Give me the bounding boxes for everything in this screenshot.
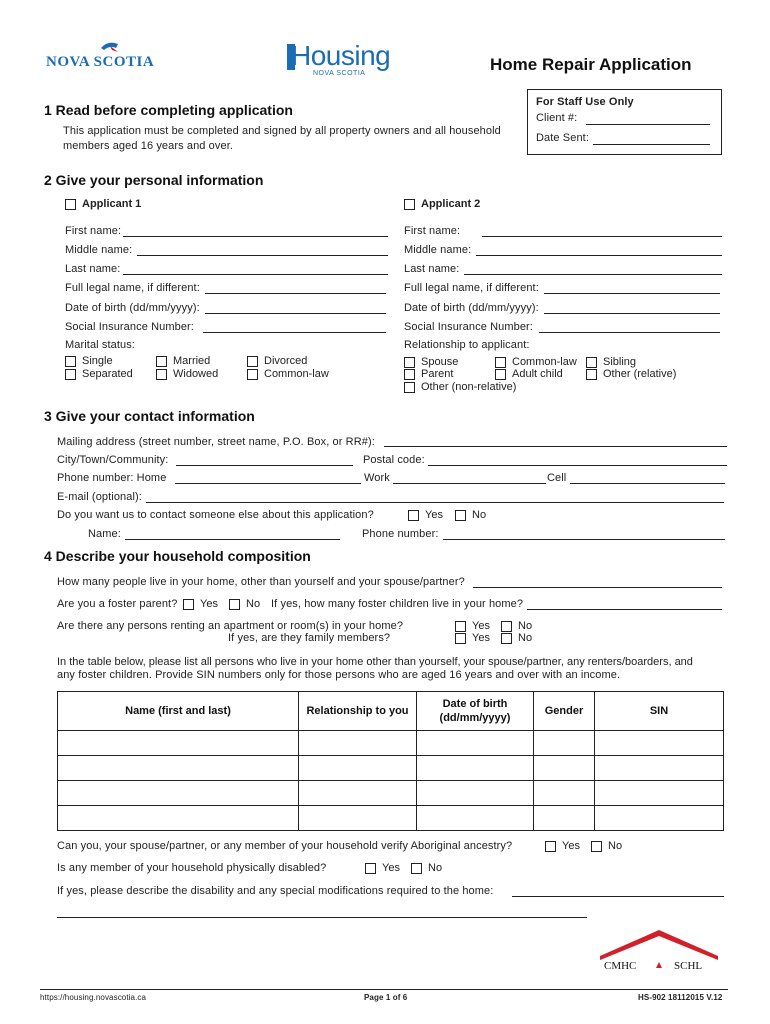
a2-legal-name-label: Full legal name, if different: — [404, 282, 539, 294]
contact-phone-label: Phone number: — [362, 528, 439, 540]
rel-spouse-label: Spouse — [421, 356, 459, 368]
rel-adult-child-label: Adult child — [512, 368, 563, 380]
phone-cell-field[interactable] — [570, 483, 725, 484]
staff-date-sent-field[interactable] — [593, 144, 710, 145]
marital-separated-checkbox[interactable] — [65, 369, 76, 380]
a1-legal-name-field[interactable] — [205, 293, 386, 294]
table-intro-line2: any foster children. Provide SIN numbers only for those persons who are aged 16 years and over with an income. — [57, 669, 621, 681]
staff-date-sent-label: Date Sent: — [536, 132, 589, 144]
disabled-yes-label: Yes — [382, 862, 400, 874]
phone-work-field[interactable] — [393, 483, 546, 484]
section1-text-line1: This application must be completed and signed by all property owners and all household — [63, 125, 501, 137]
a2-middle-name-field[interactable] — [476, 255, 722, 256]
marital-common-law-label: Common-law — [264, 368, 329, 380]
marital-single-checkbox[interactable] — [65, 356, 76, 367]
family-no-label: No — [518, 632, 533, 644]
section1-text-line2: members aged 16 years and over. — [63, 140, 234, 152]
a1-first-name-field[interactable] — [123, 236, 388, 237]
marital-status-label: Marital status: — [65, 339, 135, 351]
rel-sibling-checkbox[interactable] — [586, 357, 597, 368]
postal-code-label: Postal code: — [363, 454, 425, 466]
a2-sin-field[interactable] — [539, 332, 720, 333]
renting-label: Are there any persons renting an apartment or room(s) in your home? — [57, 620, 404, 632]
foster-children-field[interactable] — [527, 609, 722, 610]
disabled-label: Is any member of your household physically disabled? — [57, 862, 327, 874]
staff-client-field[interactable] — [586, 124, 710, 125]
rel-common-law-label: Common-law — [512, 356, 577, 368]
mailing-address-field[interactable] — [384, 446, 727, 447]
rel-other-non-relative-checkbox[interactable] — [404, 382, 415, 393]
a1-last-name-label: Last name: — [65, 263, 121, 275]
rel-other-relative-label: Other (relative) — [603, 368, 677, 380]
a2-first-name-label: First name: — [404, 225, 461, 237]
a1-middle-name-field[interactable] — [137, 255, 388, 256]
a1-dob-label: Date of birth (dd/mm/yyyy): — [65, 302, 200, 314]
marital-divorced-checkbox[interactable] — [247, 356, 258, 367]
rel-parent-checkbox[interactable] — [404, 369, 415, 380]
renting-no-checkbox[interactable] — [501, 621, 512, 632]
a2-last-name-label: Last name: — [404, 263, 460, 275]
section2-heading: 2 Give your personal information — [44, 172, 264, 188]
col-name-header: Name (first and last) — [58, 692, 299, 731]
footer-url[interactable]: https://housing.novascotia.ca — [40, 993, 147, 1002]
a1-sin-label: Social Insurance Number: — [65, 321, 194, 333]
a2-dob-label: Date of birth (dd/mm/yyyy): — [404, 302, 539, 314]
email-field[interactable] — [146, 502, 724, 503]
section1-heading: 1 Read before completing application — [44, 102, 293, 118]
aboriginal-label: Can you, your spouse/partner, or any member of your household verify Aboriginal ancestry? — [57, 840, 513, 852]
nova-scotia-logo-text: NOVA SCOTIA — [46, 54, 155, 70]
marital-common-law-checkbox[interactable] — [247, 369, 258, 380]
staff-client-label: Client #: — [536, 112, 578, 124]
contact-other-yes-checkbox[interactable] — [408, 510, 419, 521]
cmhc-text: CMHC — [604, 960, 637, 972]
aboriginal-no-checkbox[interactable] — [591, 841, 602, 852]
phone-cell-label: Cell — [547, 472, 567, 484]
aboriginal-no-label: No — [608, 840, 623, 852]
section3-heading: 3 Give your contact information — [44, 408, 255, 424]
city-label: City/Town/Community: — [57, 454, 169, 466]
renting-no-label: No — [518, 620, 533, 632]
col-dob-header — [417, 692, 534, 731]
page-title: Home Repair Application — [490, 55, 692, 74]
household-table-header — [58, 692, 724, 731]
a2-legal-name-field[interactable] — [544, 293, 720, 294]
phone-home-field[interactable] — [175, 483, 361, 484]
renting-yes-label: Yes — [472, 620, 490, 632]
city-field[interactable] — [176, 465, 353, 466]
housing-logo-sub: NOVA SCOTIA — [313, 70, 366, 77]
rel-sibling-label: Sibling — [603, 356, 637, 368]
rel-other-relative-checkbox[interactable] — [586, 369, 597, 380]
housing-logo-text: Housing — [291, 40, 391, 71]
footer-page-number: Page 1 of 6 — [364, 993, 408, 1002]
footer-form-id: HS-902 18112015 V.12 — [638, 993, 723, 1002]
rel-parent-label: Parent — [421, 368, 454, 380]
foster-no-checkbox[interactable] — [229, 599, 240, 610]
family-no-checkbox[interactable] — [501, 633, 512, 644]
footer-divider — [40, 989, 728, 990]
contact-phone-field[interactable] — [443, 539, 725, 540]
foster-label: Are you a foster parent? — [57, 598, 178, 610]
a2-first-name-field[interactable] — [482, 236, 722, 237]
contact-other-label: Do you want us to contact someone else about this application? — [57, 509, 374, 521]
rel-spouse-checkbox[interactable] — [404, 357, 415, 368]
table-row[interactable] — [58, 781, 724, 806]
a2-sin-label: Social Insurance Number: — [404, 321, 533, 333]
staff-title: For Staff Use Only — [536, 96, 634, 108]
renting-yes-checkbox[interactable] — [455, 621, 466, 632]
nova-scotia-logo — [46, 38, 176, 72]
table-row[interactable] — [58, 731, 724, 756]
a2-last-name-field[interactable] — [464, 274, 722, 275]
col-gender-header: Gender — [534, 692, 595, 731]
applicant2-label: Applicant 2 — [421, 198, 481, 210]
postal-code-field[interactable] — [428, 465, 727, 466]
rel-common-law-checkbox[interactable] — [495, 357, 506, 368]
disabled-no-checkbox[interactable] — [411, 863, 422, 874]
contact-other-no-label: No — [472, 509, 487, 521]
describe-disability-field[interactable] — [512, 896, 724, 897]
a2-dob-field[interactable] — [544, 313, 720, 314]
marital-married-label: Married — [173, 355, 211, 367]
foster-yes-checkbox[interactable] — [183, 599, 194, 610]
family-yes-checkbox[interactable] — [455, 633, 466, 644]
household-table — [57, 691, 724, 831]
a1-sin-field[interactable] — [203, 332, 386, 333]
a2-middle-name-label: Middle name: — [404, 244, 472, 256]
disabled-yes-checkbox[interactable] — [365, 863, 376, 874]
foster-yes-label: Yes — [200, 598, 218, 610]
a1-dob-field[interactable] — [205, 313, 386, 314]
aboriginal-yes-label: Yes — [562, 840, 580, 852]
marital-separated-label: Separated — [82, 368, 133, 380]
marital-divorced-label: Divorced — [264, 355, 308, 367]
cmhc-roof-icon — [598, 928, 720, 980]
col-relationship-header: Relationship to you — [299, 692, 417, 731]
rel-other-non-relative-label: Other (non-relative) — [421, 381, 517, 393]
section4-heading: 4 Describe your household composition — [44, 548, 311, 564]
table-row[interactable] — [58, 756, 724, 781]
mailing-address-label: Mailing address (street number, street name, P.O. Box, or RR#): — [57, 436, 375, 448]
family-members-label: If yes, are they family members? — [228, 632, 391, 644]
marital-married-checkbox[interactable] — [156, 356, 167, 367]
disabled-no-label: No — [428, 862, 443, 874]
contact-name-field[interactable] — [125, 539, 340, 540]
applicant2-checkbox[interactable] — [404, 199, 415, 210]
a1-last-name-field[interactable] — [123, 274, 388, 275]
a1-first-name-label: First name: — [65, 225, 122, 237]
foster-children-label: If yes, how many foster children live in your home? — [271, 598, 524, 610]
marital-single-label: Single — [82, 355, 113, 367]
phone-home-label: Phone number: Home — [57, 472, 167, 484]
aboriginal-yes-checkbox[interactable] — [545, 841, 556, 852]
contact-other-yes-label: Yes — [425, 509, 443, 521]
contact-other-no-checkbox[interactable] — [455, 510, 466, 521]
describe-disability-label: If yes, please describe the disability and any special modifications required to the home: — [57, 885, 494, 897]
foster-no-label: No — [246, 598, 261, 610]
a1-legal-name-label: Full legal name, if different: — [65, 282, 200, 294]
schl-text: SCHL — [674, 960, 703, 972]
applicant1-checkbox[interactable] — [65, 199, 76, 210]
phone-work-label: Work — [364, 472, 390, 484]
family-yes-label: Yes — [472, 632, 490, 644]
marital-widowed-checkbox[interactable] — [156, 369, 167, 380]
col-dob-header-text: Date of birth (dd/mm/yyyy) — [439, 698, 511, 724]
table-row[interactable] — [58, 806, 724, 831]
table-intro-line1: In the table below, please list all persons who live in your home other than yourself, your spouse/partner, any renters/boarders, and — [57, 656, 693, 668]
housing-logo — [287, 42, 407, 82]
col-sin-header: SIN — [595, 692, 724, 731]
a1-middle-name-label: Middle name: — [65, 244, 133, 256]
rel-adult-child-checkbox[interactable] — [495, 369, 506, 380]
cmhc-logo — [598, 928, 720, 980]
how-many-label: How many people live in your home, other than yourself and your spouse/partner? — [57, 576, 465, 588]
how-many-field[interactable] — [473, 587, 722, 588]
contact-name-label: Name: — [88, 528, 121, 540]
applicant1-label: Applicant 1 — [82, 198, 142, 210]
email-label: E-mail (optional): — [57, 491, 142, 503]
marital-widowed-label: Widowed — [173, 368, 219, 380]
relationship-label: Relationship to applicant: — [404, 339, 530, 351]
describe-disability-field-line2[interactable] — [57, 917, 587, 918]
